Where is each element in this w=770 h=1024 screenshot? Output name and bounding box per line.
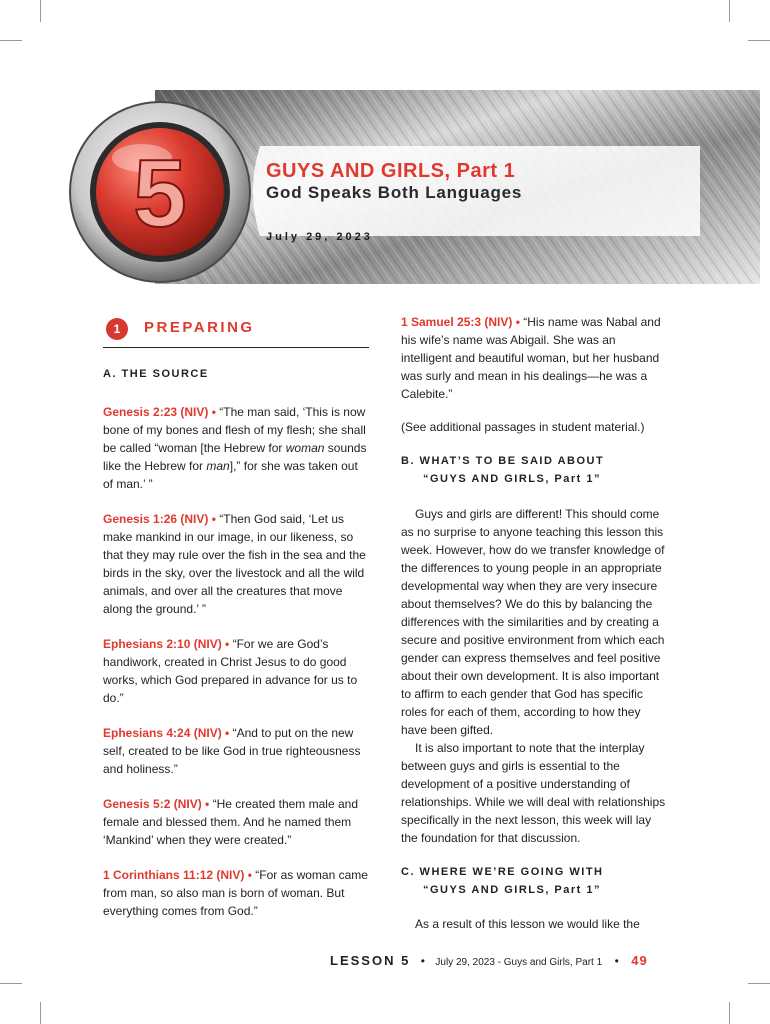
- lesson-title: GUYS AND GIRLS, Part 1: [266, 160, 516, 182]
- heading-line: C. WHERE WE’RE GOING WITH: [401, 866, 604, 878]
- section-header: [103, 315, 369, 348]
- scripture-italic: woman: [285, 441, 325, 455]
- crop-mark: [729, 1002, 730, 1024]
- crop-mark: [40, 1002, 41, 1024]
- footer-bullet: •: [614, 954, 619, 968]
- crop-mark: [0, 40, 22, 41]
- scripture-reference: Genesis 2:23 (NIV) •: [103, 405, 216, 419]
- passage: [103, 795, 369, 849]
- scripture-text: sounds like the Hebrew for: [103, 441, 367, 473]
- right-column: [401, 313, 667, 933]
- scripture-text: ],” for she was taken out of man.’ ”: [103, 459, 358, 491]
- scripture-text: “He created them male and female and blessed them. And he named them ‘Mankind’ when they were created.”: [103, 797, 358, 847]
- heading-line: “GUYS AND GIRLS, Part 1”: [423, 473, 602, 485]
- passage: [103, 635, 369, 707]
- additional-note: (See additional passages in student material.): [401, 420, 645, 434]
- page-footer: [330, 952, 670, 972]
- heading-line: “GUYS AND GIRLS, Part 1”: [423, 884, 602, 896]
- lesson-date: July 29, 2023: [266, 231, 373, 243]
- lesson-number: 5: [133, 140, 187, 247]
- scripture-italic: man: [206, 459, 230, 473]
- body-paragraph: Guys and girls are different! This should come as no surprise to anyone teaching this lesson this week. However, how do we transfer knowledge of the differences to young people in an appropriate developmental way when they are very insecure about themselves? We do this by balancing the differences with the similarities and by creating a secure and positive environment from which each gender can express themselves and feel positive about their own development. It is also important to affirm to each gender that God has specific roles for each of them, according to how they have been gifted.: [401, 507, 665, 737]
- passage: [401, 313, 667, 403]
- scripture-text: “And to put on the new self, created to be like God in true righteousness and holiness.”: [103, 726, 361, 776]
- lesson-subtitle: God Speaks Both Languages: [266, 183, 523, 202]
- scripture-text: “The man said, ‘This is now bone of my bones and flesh of my flesh; she shall be called “woman [the Hebrew for: [103, 405, 366, 455]
- scripture-reference: Ephesians 2:10 (NIV) •: [103, 637, 230, 651]
- footer-bullet: •: [420, 954, 425, 968]
- crop-mark: [0, 983, 22, 984]
- scripture-reference: Genesis 5:2 (NIV) •: [103, 797, 210, 811]
- scripture-reference: 1 Corinthians 11:12 (NIV) •: [103, 868, 252, 882]
- crop-mark: [748, 983, 770, 984]
- source-heading: A. THE SOURCE: [103, 368, 209, 380]
- section-b-heading: [401, 452, 667, 488]
- scripture-text: “His name was Nabal and his wife’s name was Abigail. She was an intelligent and beautiful woman, but her husband was surly and mean in his dealings—he was a Calebite.”: [401, 315, 661, 401]
- heading-line: B. WHAT’S TO BE SAID ABOUT: [401, 455, 605, 467]
- footer-lesson-label: LESSON 5: [330, 953, 411, 968]
- page-number: 49: [631, 953, 648, 968]
- crop-mark: [729, 0, 730, 22]
- passage: [103, 866, 369, 920]
- section-c-heading: [401, 863, 667, 899]
- crop-mark: [40, 0, 41, 22]
- scripture-text: “Then God said, ‘Let us make mankind in our image, in our likeness, so that they may rule over the fish in the sea and the birds in the sky, over the livestock and all the wild animals, and over all the creatures that move along the ground.’ ”: [103, 512, 366, 616]
- crop-mark: [748, 40, 770, 41]
- passage: [103, 724, 369, 778]
- passage: [103, 403, 369, 493]
- scripture-reference: Genesis 1:26 (NIV) •: [103, 512, 216, 526]
- scripture-reference: 1 Samuel 25:3 (NIV) •: [401, 315, 520, 329]
- scripture-text: “For as woman came from man, so also man is born of woman. But everything comes from God.”: [103, 868, 368, 918]
- section-number-badge: 1: [106, 318, 128, 340]
- left-column: [103, 365, 369, 920]
- scripture-text: “For we are God’s handiwork, created in Christ Jesus to do good works, which God prepared in advance for us to do.”: [103, 637, 358, 705]
- section-title: PREPARING: [144, 319, 255, 336]
- footer-running-title: July 29, 2023 - Guys and Girls, Part 1: [435, 957, 603, 968]
- body-paragraph: As a result of this lesson we would like the: [415, 917, 640, 931]
- scripture-reference: Ephesians 4:24 (NIV) •: [103, 726, 230, 740]
- body-paragraph: It is also important to note that the interplay between guys and girls is essential to the development of a positive understanding of relationships. While we will deal with relationships specifically in the next lesson, this week will lay the foundation for that discussion.: [401, 741, 666, 845]
- passage: [103, 510, 369, 618]
